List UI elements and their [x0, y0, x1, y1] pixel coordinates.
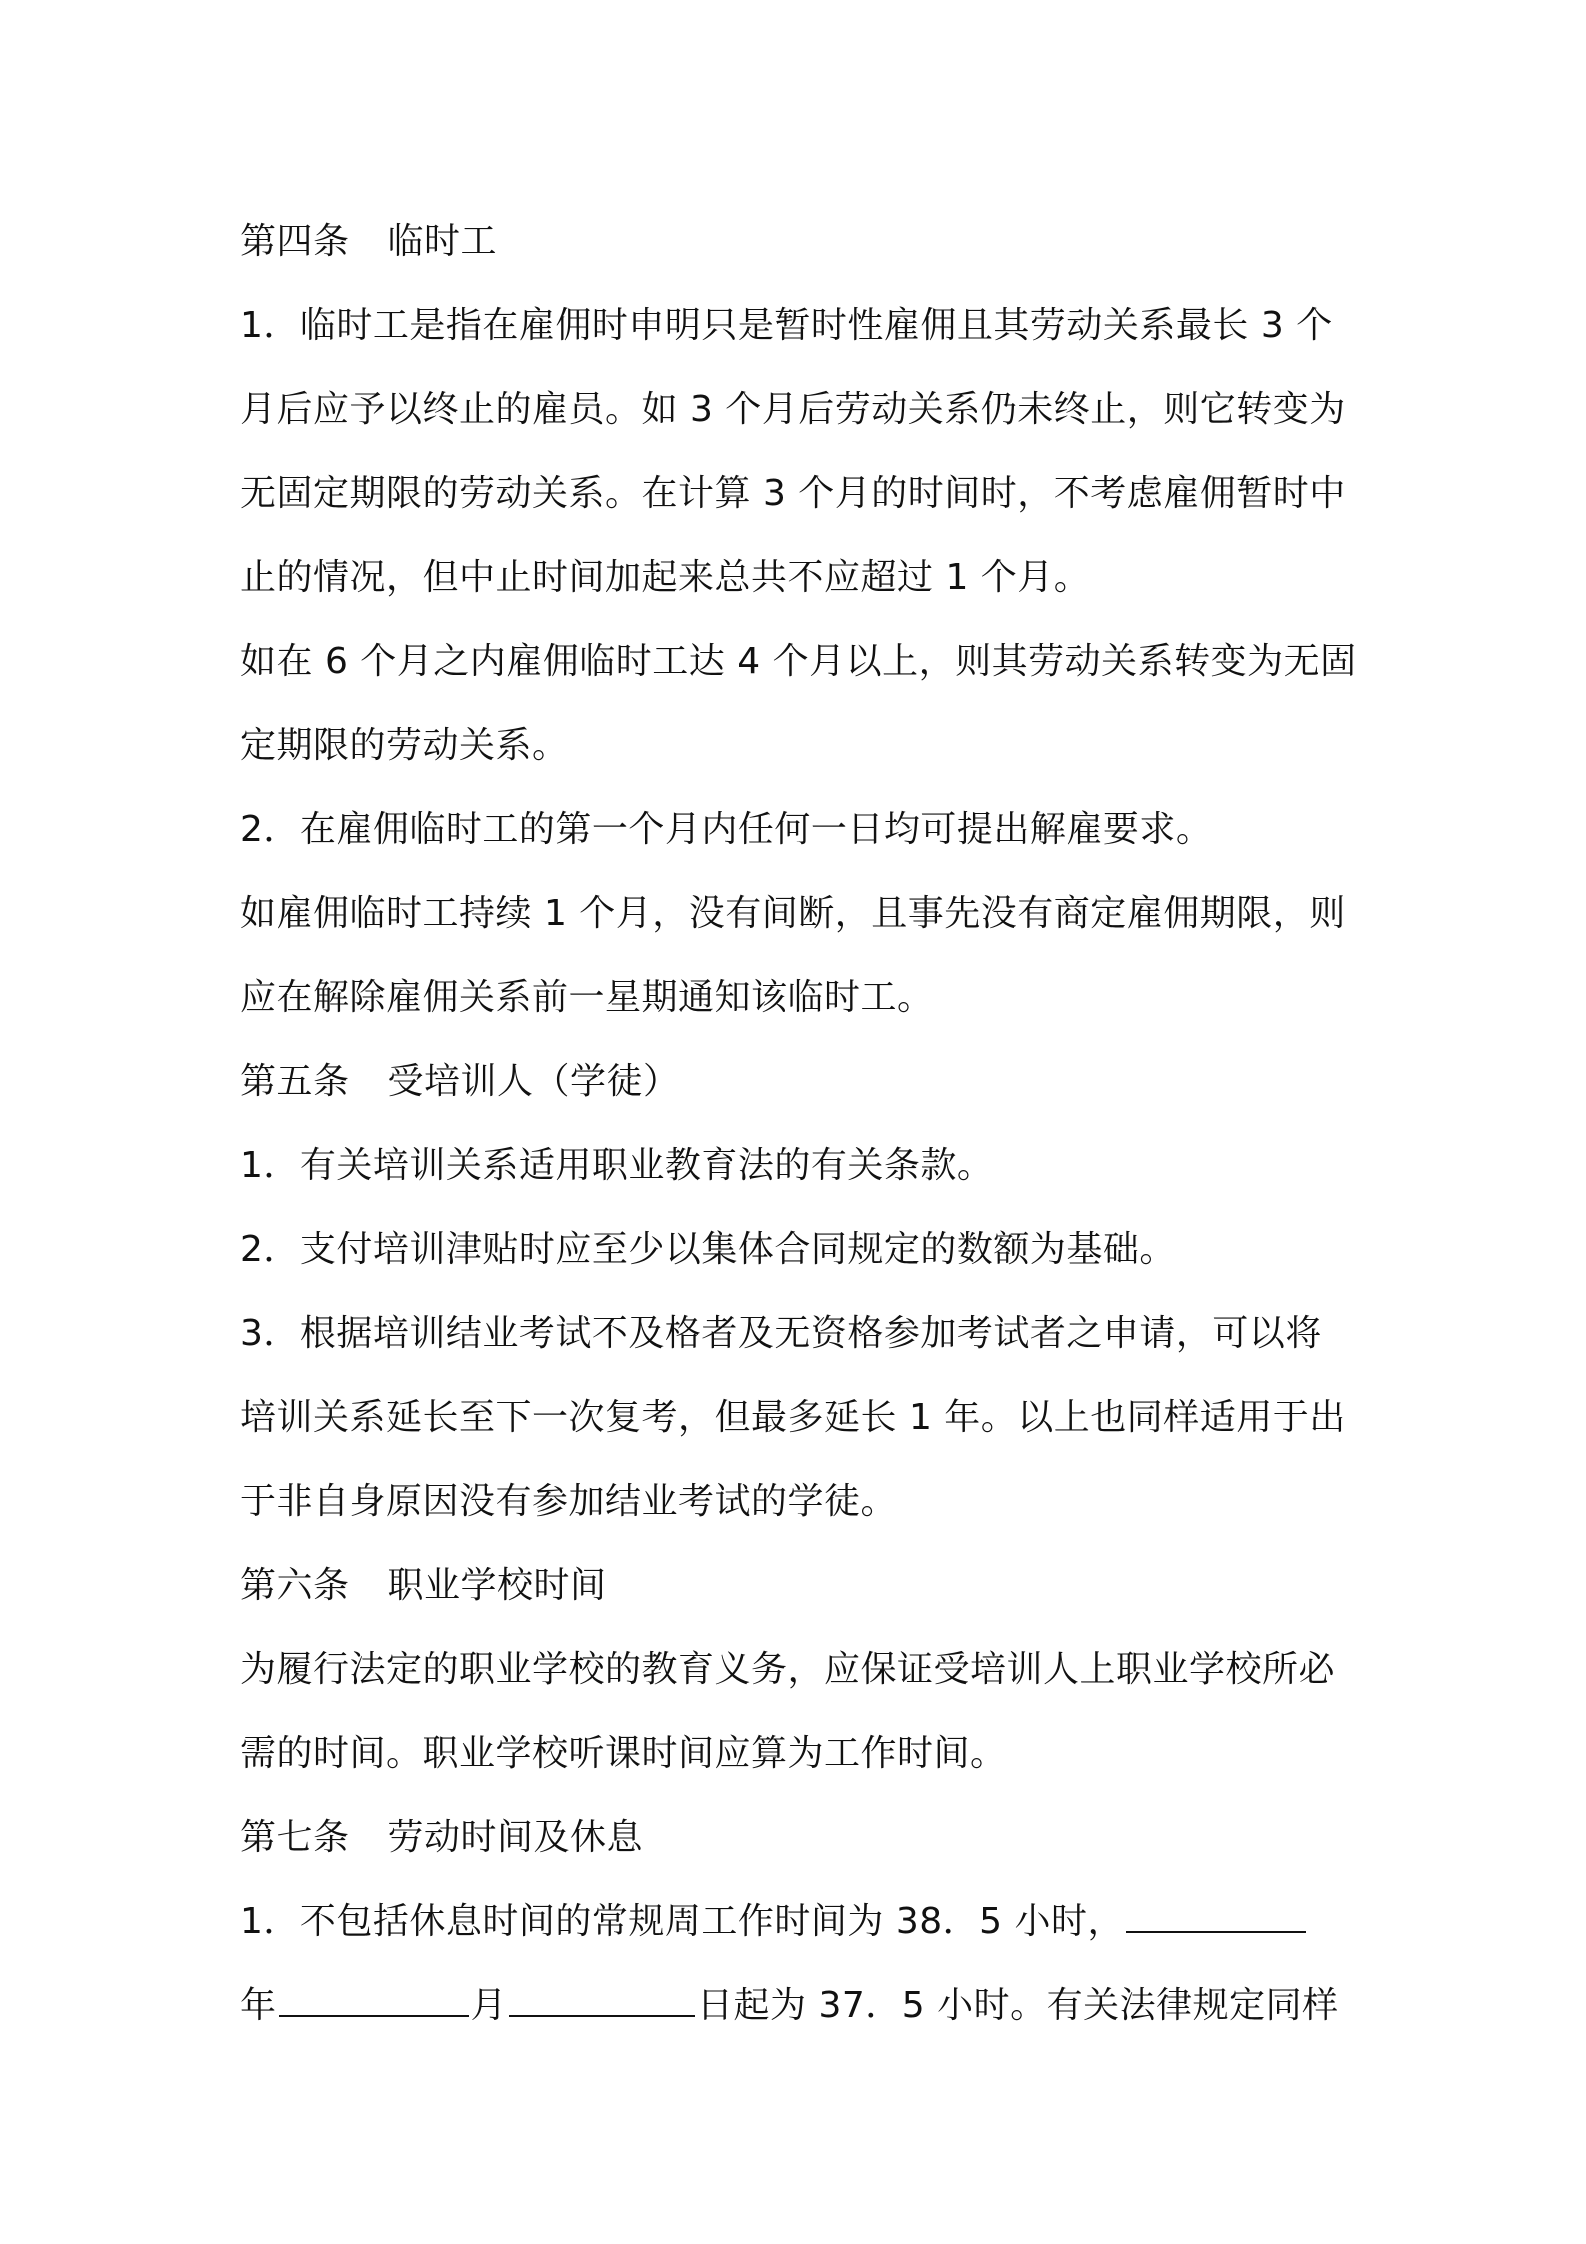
- document-body: [240, 200, 1370, 2048]
- paragraph-line: 应在解除雇佣关系前一星期通知该临时工。: [240, 977, 934, 1018]
- article-5-heading: [240, 1040, 1370, 1124]
- article-title: 受培训人（学徒）: [387, 1061, 680, 1102]
- paragraph-line: 月后应予以终止的雇员。如 3 个月后劳动关系仍未终止，则它转变为: [240, 389, 1346, 430]
- paragraph-line: 1．临时工是指在雇佣时申明只是暂时性雇佣且其劳动关系最长 3 个: [240, 305, 1333, 346]
- article-4-heading: [240, 200, 1370, 284]
- article-number: 第七条: [240, 1817, 350, 1858]
- paragraph-line: 2．在雇佣临时工的第一个月内任何一日均可提出解雇要求。: [240, 809, 1213, 850]
- paragraph-line: 3．根据培训结业考试不及格者及无资格参加考试者之申请，可以将: [240, 1313, 1322, 1354]
- paragraph-line: 培训关系延长至下一次复考，但最多延长 1 年。以上也同样适用于出: [240, 1397, 1346, 1438]
- day-blank-line[interactable]: [509, 1985, 695, 2017]
- month-blank-line[interactable]: [279, 1985, 469, 2017]
- year-label: 年: [240, 1985, 277, 2026]
- paragraph-line: 于非自身原因没有参加结业考试的学徒。: [240, 1481, 898, 1522]
- article-title: 职业学校时间: [387, 1565, 607, 1606]
- paragraph-line: 需的时间。职业学校听课时间应算为工作时间。: [240, 1733, 1007, 1774]
- paragraph-line: 为履行法定的职业学校的教育义务，应保证受培训人上职业学校所必: [240, 1649, 1336, 1690]
- article-number: 第六条: [240, 1565, 350, 1606]
- paragraph-line: 无固定期限的劳动关系。在计算 3 个月的时间时，不考虑雇佣暂时中: [240, 473, 1346, 514]
- paragraph-line: 定期限的劳动关系。: [240, 725, 569, 766]
- article-title: 劳动时间及休息: [387, 1817, 644, 1858]
- month-label: 月: [470, 1985, 508, 2026]
- paragraph-text: 1．不包括休息时间的常规周工作时间为 38．5 小时，: [240, 1901, 1125, 1942]
- paragraph-line: 止的情况，但中止时间加起来总共不应超过 1 个月。: [240, 557, 1091, 598]
- date-blank-line[interactable]: [1126, 1901, 1306, 1933]
- article-6-heading: [240, 1544, 1370, 1628]
- paragraph-line: 1．有关培训关系适用职业教育法的有关条款。: [240, 1145, 994, 1186]
- article-7-heading: [240, 1796, 1370, 1880]
- paragraph-text: 日起为 37．5 小时。有关法律规定同样: [697, 1985, 1339, 2026]
- article-number: 第四条: [240, 221, 350, 262]
- paragraph-line: 如雇佣临时工持续 1 个月，没有间断，且事先没有商定雇佣期限，则: [240, 893, 1346, 934]
- paragraph-line-with-blank: [240, 1880, 1370, 1964]
- article-number: 第五条: [240, 1061, 350, 1102]
- article-title: 临时工: [387, 221, 498, 262]
- paragraph-line: 2．支付培训津贴时应至少以集体合同规定的数额为基础。: [240, 1229, 1176, 1270]
- paragraph-line: 如在 6 个月之内雇佣临时工达 4 个月以上，则其劳动关系转变为无固: [240, 641, 1357, 682]
- paragraph-line-with-blanks: [240, 1964, 1370, 2048]
